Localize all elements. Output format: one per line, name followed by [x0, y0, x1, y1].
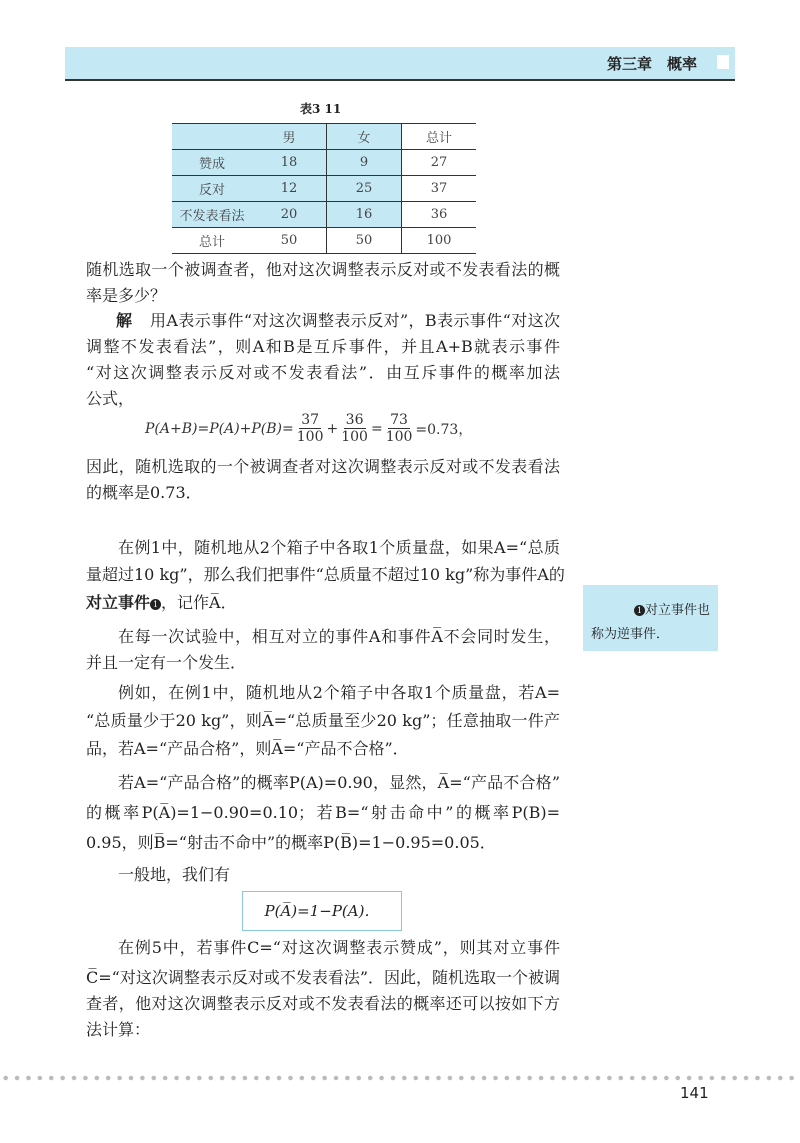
denominator: 100 [341, 429, 368, 445]
header-square-mark [717, 55, 729, 69]
text-line: 查者，他对这次调整表示反对或不发表看法的概率还可以按如下方 [86, 994, 560, 1013]
numerator: 37 [301, 412, 320, 428]
text-line: 随机选取一个被调查者，他对这次调整表示反对或不发表看法的概 [86, 260, 560, 279]
table-row [172, 176, 476, 202]
table-row [172, 202, 476, 228]
table-row [172, 228, 476, 254]
numerator: 36 [345, 412, 364, 428]
denominator: 100 [296, 429, 324, 445]
table-row [172, 150, 476, 176]
table-cell: 36 [402, 202, 477, 228]
equals-sign: = [370, 420, 383, 437]
text-line: 例如，在例1中，随机地从2个箱子中各取1个质量盘，若A= [118, 683, 560, 702]
text-line: 在每一次试验中，相互对立的事件A和事件A̅不会同时发生， [118, 627, 560, 646]
table-header-cell: 总计 [402, 124, 477, 150]
text-line: 率是多少？ [86, 286, 167, 305]
fraction [297, 412, 324, 445]
text-line: 因此，随机选取的一个被调查者对这次调整表示反对或不发表看法 [86, 457, 560, 476]
survey-table [172, 123, 476, 254]
chapter-title: 第三章 概率 [606, 55, 697, 73]
plus-sign: + [326, 420, 339, 437]
table-cell: 37 [402, 176, 477, 202]
table-header-cell [172, 124, 252, 150]
table-cell: 总计 [172, 228, 252, 254]
term-opposite-event: 对立事件 [86, 593, 151, 612]
text-line: “对这次调整表示反对或不发表看法”．由互斥事件的概率加法 [86, 363, 560, 382]
denominator: 100 [385, 429, 413, 445]
text-line: 一般地，我们有 [118, 865, 231, 884]
table-cell: 18 [252, 150, 327, 176]
text-line: 用A表示事件“对这次调整表示反对”，B表示事件“对这次 [150, 311, 560, 330]
table-header-cell: 男 [252, 124, 327, 150]
table-header-cell: 女 [327, 124, 402, 150]
table-cell: 赞成 [172, 150, 252, 176]
text-line: 的概率是0.73． [86, 483, 202, 502]
sidenote-text: 对立事件也 [644, 603, 710, 618]
sidenote-line: 称为逆事件． [591, 627, 670, 642]
table-caption: 表3 11 [300, 102, 342, 116]
chapter-header [65, 47, 735, 81]
table-header-row [172, 124, 476, 150]
text-line: 若A=“产品合格”的概率P(A)=0.90，显然，A̅=“产品不合格” [118, 773, 560, 792]
numerator: 73 [390, 412, 408, 428]
addition-formula [145, 412, 472, 445]
fraction [386, 412, 413, 445]
text-line [86, 590, 560, 613]
footnote-marker: 1 [150, 599, 161, 610]
table-cell: 16 [327, 202, 402, 228]
text-line: C̅=“对这次调整表示反对或不发表看法”．因此，随机选取一个被调 [86, 968, 561, 987]
text-line: 并且一定有一个发生． [86, 653, 247, 672]
fraction [341, 412, 368, 445]
solution-label: 解 [116, 311, 133, 330]
boxed-formula: P(A̅)=1−P(A)． [242, 891, 402, 931]
text-line: 在例1中，随机地从2个箱子中各取1个质量盘，如果A=“总质 [118, 538, 560, 557]
text-line: 在例5中，若事件C=“对这次调整表示赞成”，则其对立事件 [118, 938, 560, 957]
text-line: 法计算： [86, 1020, 151, 1039]
text-line: “总质量少于20 kg”，则A̅=“总质量至少20 kg”；任意抽取一件产 [86, 711, 560, 730]
text-line: 品，若A=“产品合格”，则A̅=“产品不合格”． [86, 739, 409, 758]
text-line: 公式， [86, 389, 135, 408]
page-number: 141 [680, 1084, 709, 1102]
table-cell: 20 [252, 202, 327, 228]
text-line: 调整不发表看法”，则A和B是互斥事件，并且A+B就表示事件 [86, 337, 560, 356]
text-line: 的概率P(A̅)=1−0.90=0.10；若B=“射击命中”的概率P(B)= [86, 803, 560, 822]
text-line: 量超过10 kg”，那么我们把事件“总质量不超过10 kg”称为事件A的 [86, 565, 565, 584]
text-line: 0.95，则B̅=“射击不命中”的概率P(B̅)=1−0.95=0.05． [86, 833, 496, 852]
table-cell: 25 [327, 176, 402, 202]
table-cell: 12 [252, 176, 327, 202]
formula-lhs: P(A+B)=P(A)+P(B)= [145, 420, 294, 437]
table-cell: 9 [327, 150, 402, 176]
table-cell: 50 [252, 228, 327, 254]
table-cell: 100 [402, 228, 477, 254]
dotted-divider [0, 1075, 800, 1081]
table-cell: 27 [402, 150, 477, 176]
footnote-marker: 1 [634, 605, 645, 616]
table-cell: 50 [327, 228, 402, 254]
table-cell: 不发表看法 [172, 202, 252, 228]
sidenote-box [583, 585, 718, 651]
sidenote-line [634, 599, 710, 618]
formula-result: =0.73， [415, 421, 473, 438]
text-span: ，记作A̅． [161, 593, 237, 612]
table-cell: 反对 [172, 176, 252, 202]
